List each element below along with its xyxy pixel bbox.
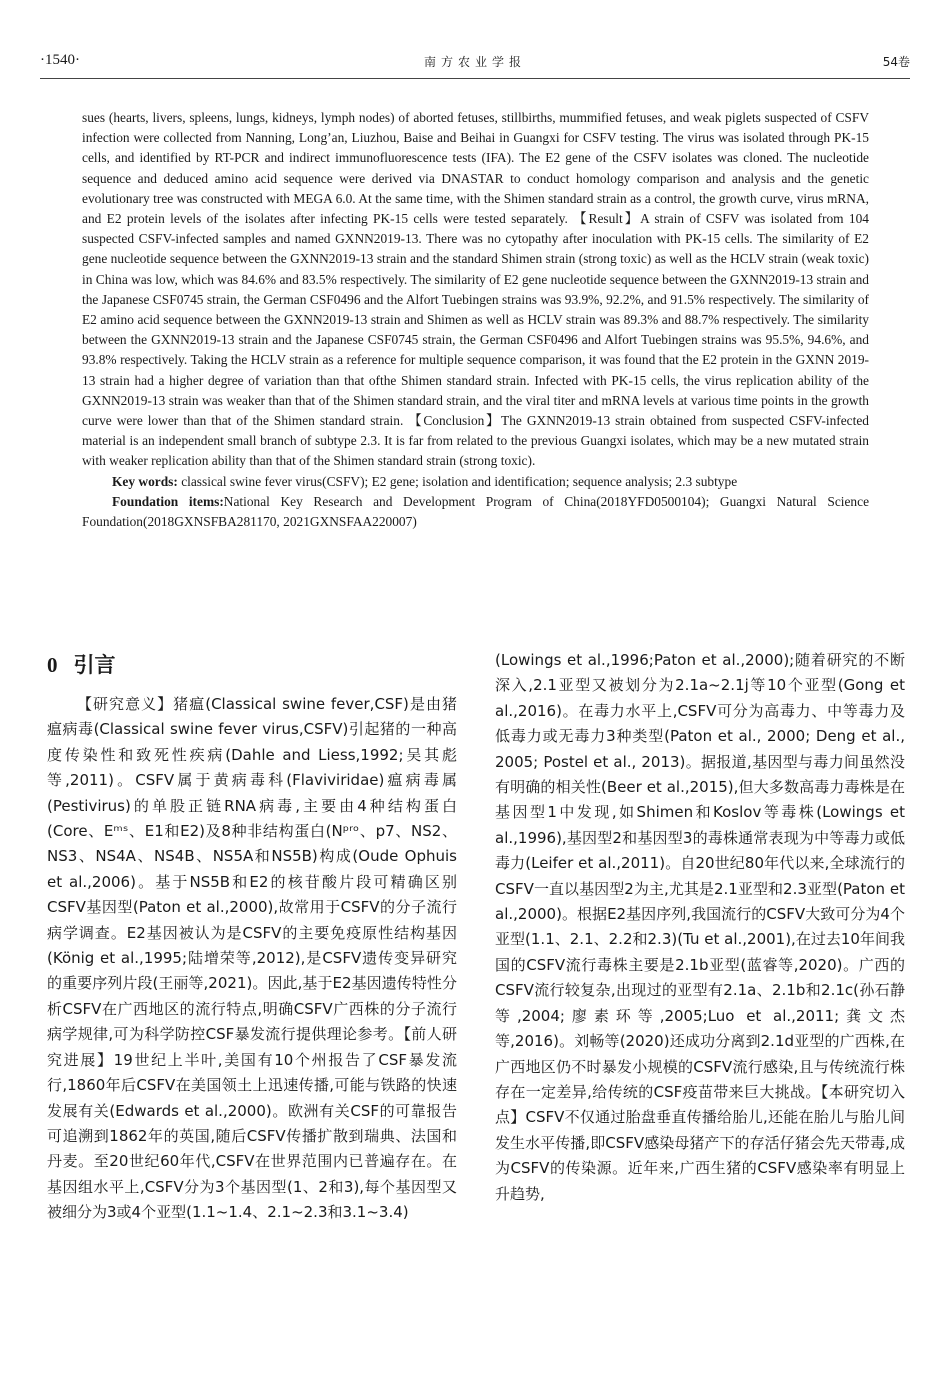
intro-paragraph-left: 【研究意义】猪瘟(Classical swine fever,CSF)是由猪瘟病毒(Classical swine fever virus,CSFV)引起猪的一种高度传染性和致死性疾病(Dahle and Liess,1992;吴其彪等,2011)。CSFV属于黄病毒科(Flaviviridae)瘟病毒属(Pestivirus)的单股正链RNA病毒,主要由4种结构蛋白(Core、Eᵐˢ、E1和E2)及8种非结构蛋白(Nᵖʳᵒ、p7、NS2、NS3、NS4A、NS4B、NS5A和NS5B)构成(Oude Ophuis et al.,2006)。基于NS5B和E2的核苷酸片段可精确区别CSFV基因型(Paton et al.,2000),故常用于CSFV的分子流行病学调查。E2基因被认为是CSFV的主要免疫原性结构基因(König et al.,1995;陆增荣等,2012),是CSFV遗传变异研究的重要序列片段(王丽等,2021)。因此,基于E2基因遗传特性分析CSFV在广西地区的流行特点,明确CSFV广西株的分子流行病学规律,可为科学防控CSF暴发流行提供理论参考。【前人研究进展】19世纪上半叶,美国有10个州报告了CSF暴发流行,1860年后CSFV在美国领土上迅速传播,可能与铁路的快速发展有关(Edwards et al.,2000)。欧洲有关CSF的可靠报告可追溯到1862年的英国,随后CSFV传播扩散到瑞典、法国和丹麦。至20世纪60年代,CSFV在世界范围内已普遍存在。在基因组水平上,CSFV分为3个基因型(1、2和3),每个基因型又被细分为3或4个亚型(1.1~1.4、2.1~2.3和3.1~3.4)	[47, 695, 457, 1222]
volume-label: 54卷	[882, 55, 910, 69]
left-column	[47, 648, 457, 1226]
header-rule	[40, 78, 910, 79]
section-title: 引言	[73, 653, 116, 677]
english-abstract	[82, 108, 869, 532]
intro-paragraph-right: (Lowings et al.,1996;Paton et al.,2000);随着研究的不断深入,2.1亚型又被划分为2.1a~2.1j等10个亚型(Gong et al.,2016)。在毒力水平上,CSFV可分为高毒力、中等毒力及低毒力或无毒力3种类型(Paton et al., 2000; Deng et al., 2005; Postel et al., 2013)。据报道,基因型与毒力间虽然没有明确的相关性(Beer et al.,2015),但大多数高毒力毒株是在基因型1中发现,如Shimen和Koslov等毒株(Lowings et al.,1996),基因型2和基因型3的毒株通常表现为中等毒力或低毒力(Leifer et al.,2011)。自20世纪80年代以来,全球流行的CSFV一直以基因型2为主,尤其是2.1亚型和2.3亚型(Paton et al.,2000)。根据E2基因序列,我国流行的CSFV大致可分为4个亚型(1.1、2.1、2.2和2.3)(Tu et al.,2001),在过去10年间我国的CSFV流行毒株主要是2.1b亚型(蓝睿等,2020)。广西的CSFV流行较复杂,出现过的亚型有2.1a、2.1b和2.1c(孙石静等,2004;廖素环等,2005;Luo et al.,2011;龚文杰等,2016)。刘畅等(2020)还成功分离到2.1d亚型的广西株,在广西地区仍不时暴发小规模的CSFV流行感染,且与传统流行株存在一定差异,给传统的CSF疫苗带来巨大挑战。【本研究切入点】CSFV不仅通过胎盘垂直传播给胎儿,还能在胎儿与胎儿间发生水平传播,即CSFV感染母猪产下的存活仔猪会先天带毒,成为CSFV的传染源。近年来,广西生猪的CSFV感染率有明显上升趋势,	[495, 651, 905, 1203]
right-column	[495, 648, 905, 1207]
page-header	[40, 52, 910, 72]
foundation-label: Foundation items:	[112, 493, 224, 509]
keywords	[82, 472, 869, 492]
foundation-text: National Key Research and Development Program of China(2018YFD0500104); Guangxi Natural Science Foundation(2018GXNSFBA281170, 2021GXNSFAA220007)	[82, 493, 870, 530]
section-heading	[47, 648, 457, 688]
section-number: 0	[47, 653, 58, 677]
page-number: ·1540·	[40, 52, 80, 68]
foundation-items	[82, 492, 869, 532]
keywords-text: classical swine fever virus(CSFV); E2 gene; isolation and identification; sequence analysis; 2.3 subtype	[177, 473, 738, 489]
keywords-label: Key words:	[112, 473, 178, 489]
abstract-body: sues (hearts, livers, spleens, lungs, kidneys, lymph nodes) of aborted fetuses, stillbirths, mummified fetuses, and weak piglets suspected of CSFV infection were collected from Nanning, Long’an, Liuzhou, Baise and Beihai in Guangxi for CSFV testing. The virus was isolated through PK-15 cells, and identified by RT-PCR and indirect immunofluorescence tests (IFA). The E2 gene of the CSFV isolates was cloned. The nucleotide sequence and deduced amino acid sequence were derived via DNASTAR to conduct homology comparison and analysis and the genetic evolutionary tree was constructed with MEGA 6.0. At the same time, with the Shimen standard strain as a control, the growth curve, virus mRNA, and E2 protein levels of the isolates after infecting PK-15 cells were tested separately. 【Result】A strain of CSFV was isolated from 104 suspected CSFV-infected samples and named GXNN2019-13. There was no cytopathy after inoculation with PK-15 cells. The similarity of E2 gene nucleotide sequence between the GXNN2019-13 strain and the standard Shimen strain (strong toxic) as well as the HCLV strain (weak toxic) in China was low, which was 84.6% and 83.5% respectively. The similarity of E2 gene nucleotide sequence between the GXNN2019-13 strain and the Japanese CSF0745 strain, the German CSF0496 and the Alfort Tuebingen strains was 93.9%, 92.2%, and 91.5% respectively. The similarity of E2 amino acid sequence between the GXNN2019-13 strain and Shimen as well as HCLV strain was 89.3% and 88.7% respectively. The similarity between the GXNN2019-13 strain and the Japanese CSF0745 strain, the German CSF0496 and Alfort Tuebingen strains was 95.5%, 94.6%, and 93.8% respectively. Taking the HCLV strain as a reference for multiple sequence comparison, it was found that the E2 protein in the GXNN 2019-13 strain had a higher degree of variation than that ofthe Shimen standard strain. Infected with PK-15 cells, the virus replication ability of the GXNN2019-13 strain was weaker than that of the Shimen standard strain, and the viral titer and mRNA levels at various time points in the growth curve were lower than that of the Shimen standard strain. 【Conclusion】The GXNN2019-13 strain obtained from suspected CSFV-infected material is an independent small branch of subtype 2.3. It is far from related to the previous Guangxi isolates, which may be a new mutated strain with weaker replication ability than that of the Shimen standard strain (strong toxic).	[82, 110, 869, 469]
journal-name: 南方农业学报	[423, 55, 526, 69]
